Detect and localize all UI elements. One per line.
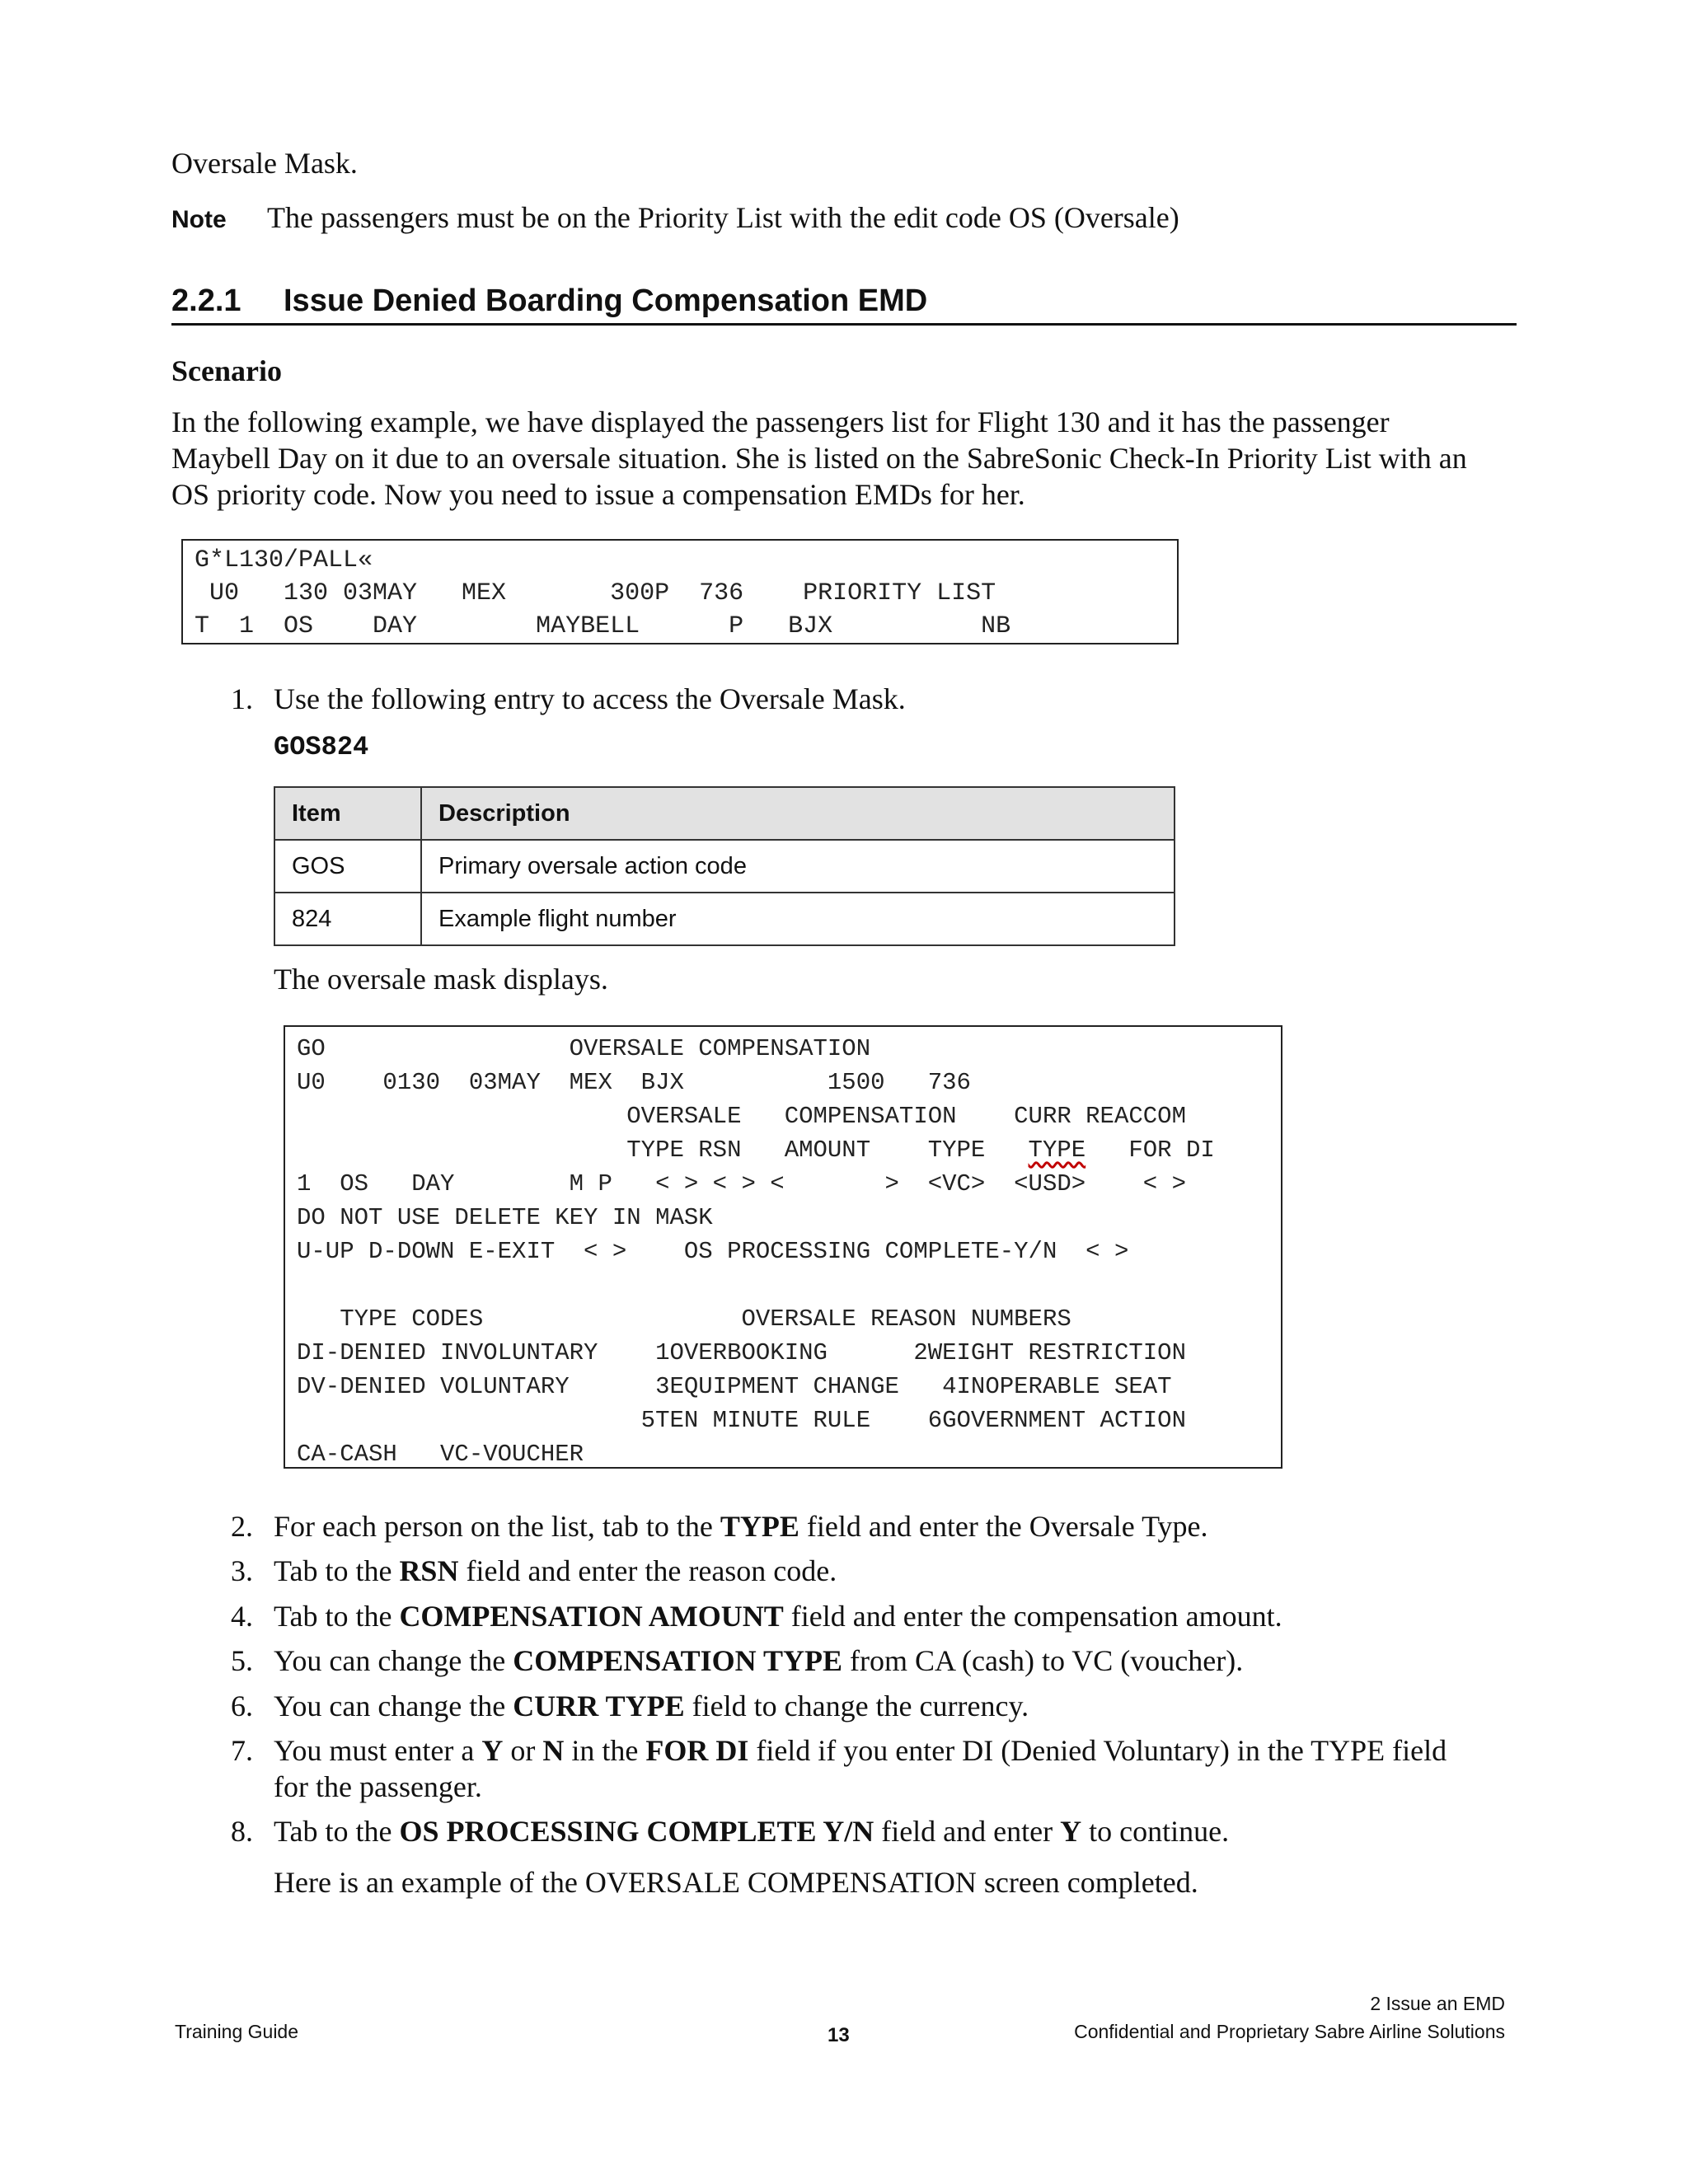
step-number: 4.	[231, 1600, 253, 1633]
screen-line: U0 130 03MAY MEX 300P 736 PRIORITY LIST	[195, 579, 996, 607]
step-number: 5.	[231, 1644, 253, 1677]
step-number: 1.	[231, 682, 253, 715]
screen-line: U-UP D-DOWN E-EXIT < > OS PROCESSING COMPLETE-Y/N < >	[297, 1238, 1129, 1265]
screen-line: 1 OS DAY M P < > < > < > <VC> <USD> < >	[297, 1170, 1186, 1197]
entry-code: GOS824	[274, 732, 369, 762]
step-text: Tab to the COMPENSATION AMOUNT field and enter the compensation amount.	[274, 1600, 1282, 1633]
screen-line-head: TYPE RSN AMOUNT TYPE	[297, 1137, 1029, 1164]
screen-line: DO NOT USE DELETE KEY IN MASK	[297, 1204, 713, 1231]
header-description: Description	[421, 787, 1175, 840]
table-cell: Primary oversale action code	[421, 840, 1175, 893]
table-row	[274, 893, 1175, 945]
screen-line: T 1 OS DAY MAYBELL P BJX NB	[195, 612, 1011, 640]
scenario-paragraph	[171, 404, 1523, 513]
step-number: 7.	[231, 1734, 253, 1767]
note-text: The passengers must be on the Priority List with the edit code OS (Oversale)	[267, 201, 1179, 234]
table-cell: 824	[274, 893, 421, 945]
screen-line: CA-CASH VC-VOUCHER	[297, 1441, 584, 1468]
step-text: You must enter a Y or N in the FOR DI field if you enter DI (Denied Voluntary) in the TYPE field for the passenger.	[274, 1734, 1447, 1803]
screen-line-tail: FOR DI	[1085, 1137, 1215, 1164]
screen-line: GO OVERSALE COMPENSATION	[297, 1035, 871, 1062]
step-text: You can change the COMPENSATION TYPE from CA (cash) to VC (voucher).	[274, 1644, 1244, 1677]
header-item: Item	[274, 787, 421, 840]
step-text: For each person on the list, tab to the TYPE field and enter the Oversale Type.	[274, 1510, 1208, 1543]
oversale-mask-screen	[284, 1025, 1282, 1469]
item-table	[274, 786, 1175, 946]
screen-line	[297, 1133, 1281, 1167]
closing-line: Here is an example of the OVERSALE COMPENSATION screen completed.	[274, 1866, 1198, 1899]
step-text: Tab to the RSN field and enter the reason code.	[274, 1554, 837, 1587]
screen-line: TYPE CODES OVERSALE REASON NUMBERS	[297, 1305, 1071, 1333]
footer-section-title: 2 Issue an EMD	[1370, 1993, 1505, 2014]
table-row	[274, 840, 1175, 893]
step-number: 2.	[231, 1510, 253, 1543]
page-number: 13	[828, 2024, 850, 2046]
section-number: 2.2.1	[171, 284, 241, 318]
section-heading	[171, 280, 1517, 326]
screen-line: OVERSALE COMPENSATION CURR REACCOM	[297, 1103, 1186, 1130]
intro-line: Oversale Mask.	[171, 147, 358, 180]
step-number: 8.	[231, 1815, 253, 1848]
paragraph-line: Maybell Day on it due to an oversale situation. She is listed on the SabreSonic Check-In Priority List with an	[171, 442, 1467, 475]
step-text: Use the following entry to access the Oversale Mask.	[274, 682, 906, 715]
paragraph-line: OS priority code. Now you need to issue a compensation EMDs for her.	[171, 478, 1025, 511]
table-cell: GOS	[274, 840, 421, 893]
table-header-row	[274, 787, 1175, 840]
screen-line: 5TEN MINUTE RULE 6GOVERNMENT ACTION	[297, 1407, 1186, 1434]
mask-intro: The oversale mask displays.	[274, 963, 608, 996]
screen-line: G*L130/PALL«	[195, 546, 373, 574]
table-cell: Example flight number	[421, 893, 1175, 945]
note	[171, 199, 1179, 238]
spellcheck-flagged-word: TYPE	[1028, 1137, 1086, 1164]
step-text: Tab to the OS PROCESSING COMPLETE Y/N field and enter Y to continue.	[274, 1815, 1230, 1848]
footer-left: Training Guide	[175, 2021, 299, 2042]
screen-line: DI-DENIED INVOLUNTARY 1OVERBOOKING 2WEIGHT RESTRICTION	[297, 1339, 1186, 1366]
step-text: You can change the CURR TYPE field to change the currency.	[274, 1690, 1029, 1722]
priority-list-screen	[181, 539, 1179, 644]
footer-right: Confidential and Proprietary Sabre Airline Solutions	[1074, 2021, 1505, 2042]
paragraph-line: In the following example, we have displayed the passengers list for Flight 130 and it has the passenger	[171, 405, 1390, 438]
scenario-label: Scenario	[171, 354, 282, 387]
screen-blank-line	[297, 1268, 1281, 1302]
section-title: Issue Denied Boarding Compensation EMD	[284, 284, 928, 318]
screen-line: DV-DENIED VOLUNTARY 3EQUIPMENT CHANGE 4INOPERABLE SEAT	[297, 1373, 1172, 1400]
screen-line: U0 0130 03MAY MEX BJX 1500 736	[297, 1069, 971, 1096]
step-number: 6.	[231, 1690, 253, 1722]
step-number: 3.	[231, 1554, 253, 1587]
note-label: Note	[171, 206, 227, 233]
